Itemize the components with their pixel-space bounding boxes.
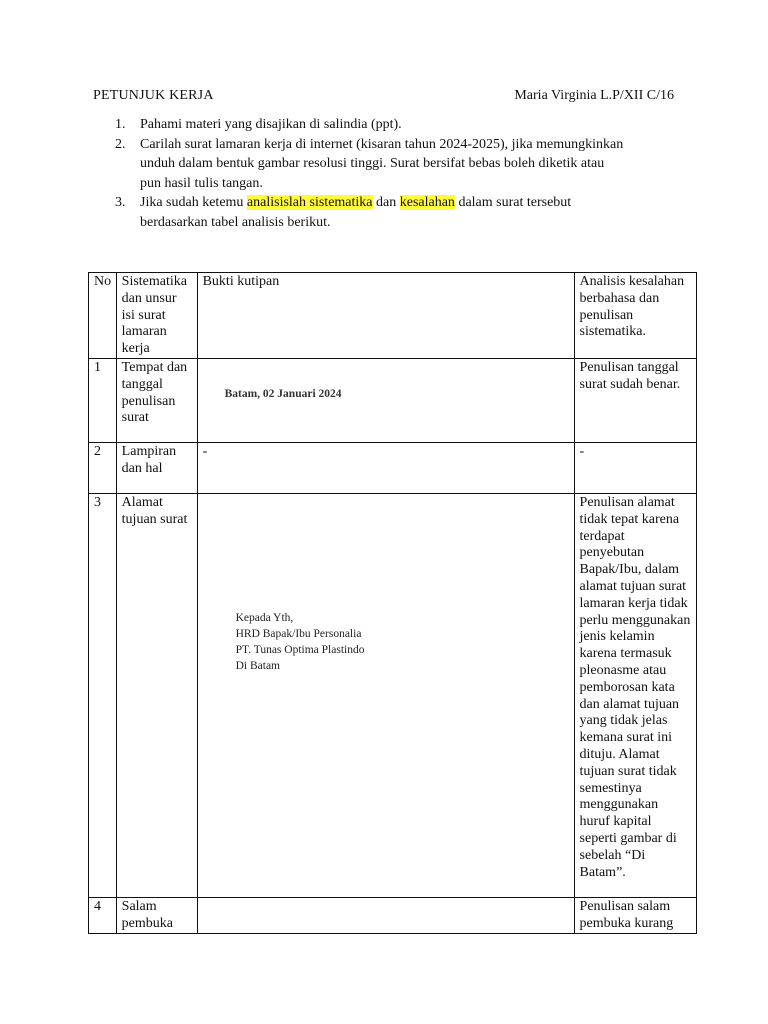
cell-no: 4 bbox=[89, 898, 117, 934]
instruction-item bbox=[115, 135, 675, 194]
cell-no: 2 bbox=[89, 443, 117, 494]
instruction-text: Pahami materi yang disajikan di salindia (ppt). bbox=[140, 117, 402, 132]
instruction-text-line: pun hasil tulis tangan. bbox=[140, 175, 263, 191]
cell-analisis: Penulisan alamat tidak tepat karena terdapat penyebutan Bapak/Ibu, dalam alamat tujuan surat lamaran kerja tidak perlu menggunakan jenis kelamin karena termasuk pleonasme atau pemborosan kata dan alamat tujuan yang tidak jelas kemana surat ini dituju. Alamat tujuan surat tidak semestinya menggunakan huruf kapital seperti gambar di sebelah “Di Batam”. bbox=[574, 494, 696, 898]
cell-bukti: - bbox=[197, 443, 574, 494]
quote-line: HRD Bapak/Ibu Personalia bbox=[235, 628, 362, 640]
author-info: Maria Virginia L.P/XII C/16 bbox=[514, 88, 674, 103]
cell-analisis: Penulisan tanggal surat sudah benar. bbox=[574, 359, 696, 443]
cell-bukti bbox=[197, 898, 574, 934]
highlight-sistematika: analisislah sistematika bbox=[246, 195, 373, 210]
cell-no: 1 bbox=[89, 359, 117, 443]
instruction-number: 1. bbox=[115, 117, 126, 132]
instruction-text-mid: dan bbox=[372, 195, 400, 210]
quote-line: Di Batam bbox=[235, 660, 280, 672]
table-row bbox=[89, 443, 697, 494]
instruction-text-line: berdasarkan tabel analisis berikut. bbox=[140, 214, 331, 230]
instruction-text-pre: Jika sudah ketemu bbox=[140, 195, 247, 210]
instruction-text-line: Carilah surat lamaran kerja di internet (kisaran tahun 2024-2025), jika memungkinkan bbox=[140, 136, 624, 152]
cell-bukti bbox=[197, 359, 574, 443]
instruction-number: 2. bbox=[115, 136, 126, 152]
quote-address bbox=[236, 610, 365, 674]
instruction-list bbox=[115, 115, 675, 232]
instruction-item bbox=[115, 115, 675, 135]
header-sistematika: Sistematika dan unsur isi surat lamaran kerja bbox=[116, 273, 197, 359]
header-no: No bbox=[89, 273, 117, 359]
document-header bbox=[93, 88, 674, 108]
table-row bbox=[89, 898, 697, 934]
instruction-text-post: dalam surat tersebut bbox=[454, 195, 572, 210]
cell-sistematika: Lampiran dan hal bbox=[116, 443, 197, 494]
cell-sistematika: Tempat dan tanggal penulisan surat bbox=[116, 359, 197, 443]
quote-line: PT. Tunas Optima Plastindo bbox=[235, 644, 365, 656]
instruction-number: 3. bbox=[115, 195, 126, 210]
analysis-table bbox=[88, 272, 697, 934]
quote-date: Batam, 02 Januari 2024 bbox=[224, 388, 342, 400]
header-bukti: Bukti kutipan bbox=[197, 273, 574, 359]
cell-analisis: Penulisan salam pembuka kurang bbox=[574, 898, 696, 934]
table-row bbox=[89, 359, 697, 443]
cell-sistematika: Salam pembuka bbox=[116, 898, 197, 934]
cell-sistematika: Alamat tujuan surat bbox=[116, 494, 197, 898]
document-title: PETUNJUK KERJA bbox=[93, 88, 214, 103]
quote-line: Kepada Yth, bbox=[235, 612, 294, 624]
table-header-row bbox=[89, 273, 697, 359]
cell-bukti bbox=[197, 494, 574, 898]
table-row bbox=[89, 494, 697, 898]
cell-analisis: - bbox=[574, 443, 696, 494]
cell-no: 3 bbox=[89, 494, 117, 898]
instruction-text-line: unduh dalam bentuk gambar resolusi tinggi. Surat bersifat bebas boleh diketik atau bbox=[140, 156, 605, 171]
highlight-kesalahan: kesalahan bbox=[399, 195, 455, 210]
header-analisis: Analisis kesalahan berbahasa dan penulisan sistematika. bbox=[574, 273, 696, 359]
instruction-item bbox=[115, 193, 675, 232]
